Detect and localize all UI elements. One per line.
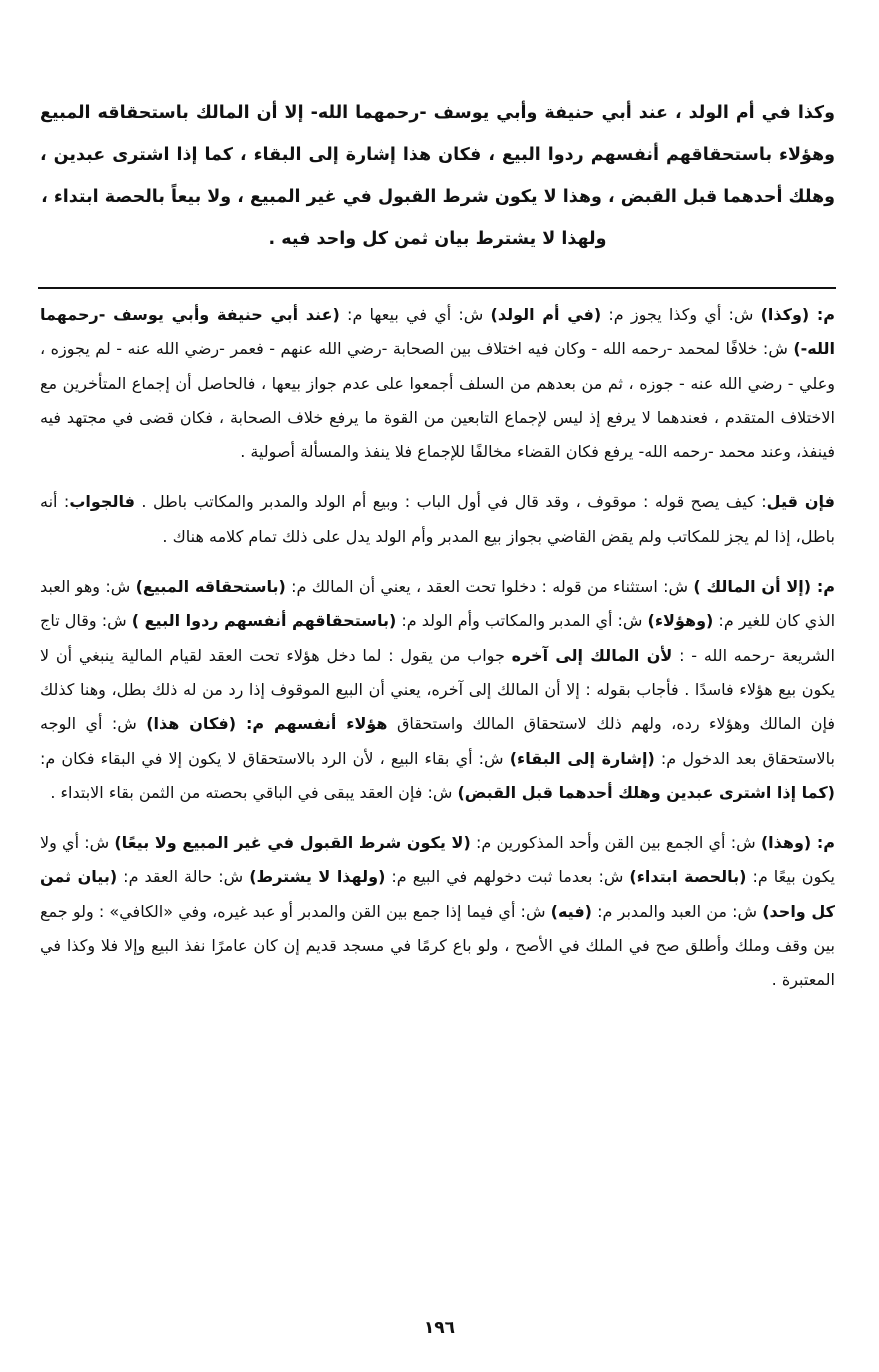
matn-line-4: ولهذا لا يشترط بيان ثمن كل واحد فيه . [268, 229, 607, 249]
commentary-text: : أنه باطل، إذا لم يجز للمكاتب ولم يقض القاضي بجواز بيع المدبر وأم الولد يدل على ذلك تمام كلامه هناك . [40, 492, 835, 546]
bold-citation: (باستحقاقهم أنفسهم ردوا البيع ) [131, 611, 397, 631]
bold-citation: (باستحقاقه المبيع) [135, 577, 286, 597]
bold-citation: (بالحصة ابتداء) [629, 867, 747, 887]
commentary-text: ش: أي بقاء البيع ، لأن الرد بالاستحقاق لا يكون إلا في البقاء فكان م: [40, 748, 510, 768]
bold-citation: م: (وهذا) [760, 833, 836, 853]
bold-citation: لأن المالك إلى آخره [511, 645, 673, 665]
page-number: ١٩٦ [423, 1318, 456, 1338]
bold-citation: فالجواب [69, 492, 135, 512]
bold-citation: م: (إلا أن المالك ) [693, 577, 836, 597]
separator-rule [38, 287, 836, 289]
commentary-text: ش: أي فيما إذا جمع بين القن والمدبر أو عبد غيره، وفي «الكافي» : ولو جمع بين وقف وملك وأطلق صح في الملك في الأصح ، ولو باع كرمًا في مسجد قديم إن كان عامرًا نفذ البيع وإلا فلا وكذا في المعتبرة . [40, 901, 835, 990]
commentary-paragraph-1 [40, 298, 835, 469]
bold-citation: (كما إذا اشترى عبدين وهلك أحدهما قبل القبض) [457, 782, 835, 802]
commentary-text: ش: خلافًا لمحمد -رحمه الله - وكان فيه اختلاف بين الصحابة -رضي الله عنهم - فعمر -رضي الله عنه - لم يجوزه ، وعلي - رضي الله عنه - جوزه ، ثم من بعدهم من السلف أجمعوا على عدم جواز بيعها ، فالحاصل أن إجماع المتأخرين مع الاختلاف المتقدم ، فعندهما لا يرفع إذ ليس لإجماع التابعين من القوة ما يرفع خلاف الصحابة ، فكان قضى في مجتهد فيه فينفذ، وعند محمد -رحمه الله- يرفع فكان القضاء مخالفًا للإجماع فلا ينفذ والمسألة أصولية . [40, 339, 835, 462]
bold-citation: (في أم الولد) [490, 305, 602, 324]
commentary-paragraph-3 [40, 570, 835, 810]
bold-citation: م: (وكذا) [760, 305, 836, 324]
matn-line-1: وكذا في أم الولد ، عند أبي حنيفة وأبي يوسف -رحمهما الله- إلا أن المالك باستحقاقه المبيع [40, 103, 835, 123]
commentary-paragraph-4 [40, 826, 835, 997]
bold-citation: (لا يكون شرط القبول في غير المبيع ولا بيعًا) [114, 833, 471, 853]
commentary-text: ش: استثناء من قوله : دخلوا تحت العقد ، يعني أن المالك م: [285, 577, 694, 597]
bold-citation: (بيان ثمن كل واحد) [40, 867, 835, 921]
bold-citation: (وهؤلاء) [647, 611, 714, 631]
matn-line-3: وهلك أحدهما قبل القبض ، وهذا لا يكون شرط القبول في غير المبيع ، ولا بيعاً بالحصة ابتداء ، [41, 187, 835, 207]
bold-citation: (ولهذا لا يشترط) [249, 867, 386, 887]
bold-citation: (إشارة إلى البقاء) [509, 748, 655, 768]
commentary-text: ش: فإن العقد يبقى في الباقي بحصته من الثمن بقاء الابتداء . [50, 782, 458, 802]
commentary-text: : كيف يصح قوله : موقوف ، وقد قال في أول الباب : وبيع أم الولد والمدبر والمكاتب باطل . [134, 492, 767, 512]
commentary-text: جواب من يقول : لما دخل هؤلاء تحت العقد لقيام المالية ينبغي أن لا يكون بيع هؤلاء فاسدًا . فأجاب بقوله : إلا أن المالك إلى آخره، يعني أن البيع الموقوف إذا رد من له ذلك بطل، وهنا كذلك فإن المالك وهؤلاء رده، ولهم ذلك لاستحقاق المالك واستحقاق [40, 645, 836, 734]
bold-citation: فإن قيل [766, 492, 836, 512]
commentary-paragraph-2 [40, 485, 835, 554]
bold-citation: (فيه) [550, 901, 592, 921]
bold-citation: (عند أبي حنيفة وأبي يوسف -رحمهما الله-) [40, 305, 835, 359]
commentary-text: ش: أي الجمع بين القن وأحد المذكورين م: [470, 833, 761, 853]
commentary-text: ش: أي ولا يكون بيعًا م: [40, 833, 835, 887]
matn-text [40, 92, 835, 260]
commentary-text: ش: أي في بيعها م: [339, 305, 491, 324]
commentary-text: ش: أي المدبر والمكاتب وأم الولد م: [396, 611, 648, 631]
commentary-text: ش: وقال تاج الشريعة -رحمه الله - : [40, 611, 835, 665]
commentary-text: ش: من العبد والمدبر م: [592, 901, 763, 921]
bold-citation: هؤلاء أنفسهم م: (فكان هذا) [146, 714, 388, 734]
commentary-text: ش: وهو العبد الذي كان للغير م: [40, 577, 836, 631]
commentary-text: ش: بعدما ثبت دخولهم في البيع م: [385, 867, 630, 887]
commentary-text: ش: أي الوجه بالاستحقاق بعد الدخول م: [40, 714, 836, 768]
matn-line-2: وهؤلاء باستحقاقهم أنفسهم ردوا البيع ، فكان هذا إشارة إلى البقاء ، كما إذا اشترى عبدين ، [40, 145, 835, 165]
commentary-text: ش: أي وكذا يجوز م: [601, 305, 761, 324]
commentary-section [40, 298, 835, 1014]
commentary-text: ش: حالة العقد م: [117, 867, 250, 887]
